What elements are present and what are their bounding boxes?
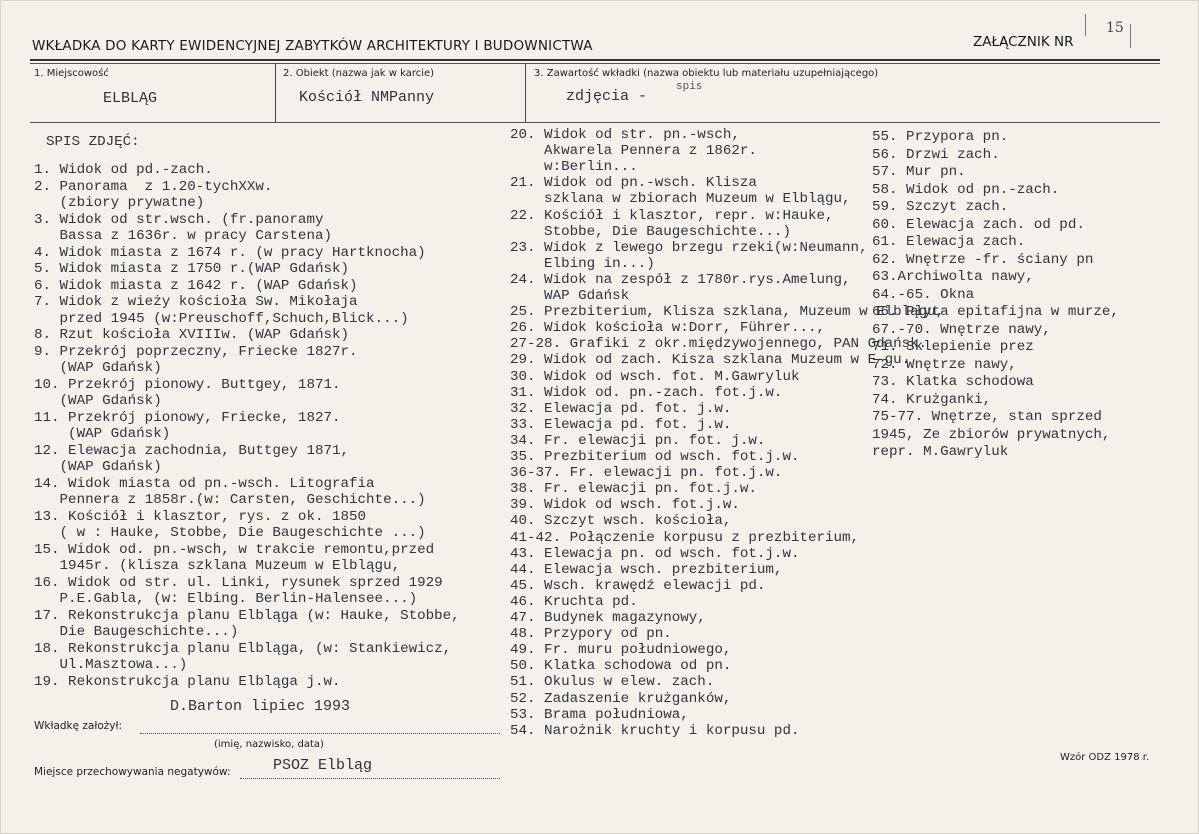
photo-list-entry: 63.Archiwolta nawy, [872,269,1034,285]
object-label: 2. Obiekt (nazwa jak w karcie) [283,68,435,79]
photo-list-entry: (zbiory prywatne) [34,195,205,211]
photo-list-entry: Stobbe, Die Baugeschichte...) [510,223,791,240]
photo-list-entry: 1945, Ze zbiorów prywatnych, [872,426,1111,443]
photo-list-entry: 34. Fr. elewacji pn. fot. j.w. [510,432,766,449]
compiled-label: Wkładkę założył: [34,720,123,732]
photo-list-entry: Bassa z 1636r. w pracy Carstena) [34,228,332,244]
photo-list-entry: (WAP Gdańsk) [34,360,162,376]
photo-list-entry: 57. Mur pn. [872,164,966,180]
photo-list-entry: przed 1945 (w:Preuschoff,Schuch,Blick...) [34,310,409,327]
photo-list-entry: 51. Okulus w elew. zach. [510,674,715,691]
photo-list-entry: 17. Rekonstrukcja planu Elbląga (w: Hauke, Stobbe, [34,607,460,624]
photo-list-entry: (WAP Gdańsk) [34,393,162,409]
photo-list-entry: 14. Widok miasta od pn.-wsch. Litografia [34,475,375,492]
photo-list-entry: 32. Elewacja pd. fot. j.w. [510,400,732,417]
pencil-mark [1130,24,1131,48]
photo-list-entry: 50. Klatka schodowa od pn. [510,658,732,675]
photo-list-entry: 35. Prezbiterium od wsch. fot.j.w. [510,449,800,465]
photo-list-entry: Pennera z 1858r.(w: Carsten, Geschichte...) [34,492,426,508]
photo-list-entry: 55. Przypora pn. [872,129,1009,145]
photo-list-entry: 29. Widok od zach. Kisza szklana Muzeum w E-gu. [510,352,911,369]
signature: D.Barton lipiec 1993 [170,698,351,715]
photo-list-entry: 1945r. (klisza szklana Muzeum w Elblągu, [34,558,401,574]
photo-list-entry: 72. Wnętrze nawy, [872,356,1017,373]
photo-list-entry: 16. Widok od str. ul. Linki, rysunek sprzed 1929 [34,574,443,591]
photo-list-entry: 48. Przypory od pn. [510,626,672,643]
photo-list-entry: P.E.Gabla, (w: Elbing. Berlin-Halensee...) [34,591,418,607]
photo-list-entry: 39. Widok od wsch. fot.j.w. [510,497,740,514]
locality-label: 1. Miejscowość [34,68,109,79]
photo-list-entry: 58. Widok od pn.-zach. [872,181,1060,198]
photo-list-entry: repr. M.Gawryluk [872,444,1009,460]
photo-list-entry: 30. Widok od wsch. fot. M.Gawryluk [510,368,800,385]
photo-list-entry: 15. Widok od. pn.-wsch, w trakcie remontu,przed [34,541,435,558]
photo-list-entry: 26. Widok kościoła w:Dorr, Führer..., [510,320,826,337]
photo-list-entry: 7. Widok z wieży kościoła Sw. Mikołaja [34,294,358,310]
photo-list-entry: 20. Widok od str. pn.-wsch, [510,127,740,143]
photo-list-entry: WAP Gdańsk [510,288,630,304]
photo-list-entry: (WAP Gdańsk) [34,426,171,442]
photo-list-entry: 54. Narożnik kruchty i korpusu pd. [510,722,800,739]
pencil-mark [1085,14,1086,36]
photo-list-entry: 75-77. Wnętrze, stan sprzed [872,409,1102,425]
photo-list-entry: 33. Elewacja pd. fot. j.w. [510,416,732,433]
photo-list-entry: Akwarela Pennera z 1862r. [510,143,757,160]
photo-list-entry: 10. Przekrój pionowy. Buttgey, 1871. [34,376,341,393]
photo-list-entry: 47. Budynek magazynowy, [510,610,706,626]
photo-list-entry: 71. Sklepienie prez [872,339,1034,355]
photo-list-entry: 9. Przekrój poprzeczny, Friecke 1827r. [34,343,358,360]
object-value: Kościół NMPanny [299,89,435,106]
contents-label: 3. Zawartość wkładki (nazwa obiektu lub materiału uzupełniającego) [534,68,879,79]
photo-list-entry: 64.-65. Okna [872,286,975,303]
photo-list-entry: 5. Widok miasta z 1750 r.(WAP Gdańsk) [34,261,350,277]
photo-list-entry: 2. Panorama z 1.20-tychXXw. [34,178,273,195]
contents-overwrite: spis [676,81,703,93]
photo-list-column-3 [872,129,1199,469]
photo-list-entry: 8. Rzut kościoła XVIIIw. (WAP Gdańsk) [34,327,350,343]
photo-list-entry: w:Berlin... [510,159,638,176]
photo-list-entry: 31. Widok od. pn.-zach. fot.j.w. [510,384,783,401]
photo-list-entry: 27-28. Grafiki z okr.międzywojennego, PAN Gdańsk. [510,336,928,353]
photo-list-entry: 36-37. Fr. elewacji pn. fot.j.w. [510,465,783,482]
photo-list-entry: 53. Brama południowa, [510,706,689,723]
field-divider [275,63,276,123]
field-bottom-rule [30,122,1160,123]
photo-list-entry: 1. Widok od pd.-zach. [34,162,213,178]
photo-list-entry: 62. Wnętrze -fr. ściany pn [872,251,1094,268]
storage-line [240,778,500,779]
photo-list-entry: 66. Płyta epitafijna w murze, [872,304,1119,320]
photo-list-entry: Elbing in...) [510,255,655,272]
photo-list-entry: 74. Krużganki, [872,391,992,408]
photo-list-entry: 22. Kościół i klasztor, repr. w:Hauke, [510,207,834,224]
photo-list-entry: 18. Rekonstrukcja planu Elbląga, (w: Stankiewicz, [34,640,452,657]
photo-list-entry: 46. Kruchta pd. [510,593,638,610]
sheet-number: 15 [1106,20,1124,36]
photo-list-entry: Die Baugeschichte...) [34,624,239,640]
storage-value: PSOZ Elbląg [273,757,373,774]
photo-list-entry: 44. Elewacja wsch. prezbiterium, [510,561,783,578]
photo-list-entry: 12. Elewacja zachodnia, Buttgey 1871, [34,442,350,459]
header-rule-thin [30,63,1160,64]
photo-list-entry: 67.-70. Wnętrze nawy, [872,321,1051,338]
form-title: WKŁADKA DO KARTY EWIDENCYJNEJ ZABYTKÓW ARCHITEKTURY I BUDOWNICTWA [32,38,593,54]
photo-list-entry: (WAP Gdańsk) [34,459,162,475]
photo-list-entry: 38. Fr. elewacji pn. fot.j.w. [510,481,757,498]
contents-value: zdjęcia - [566,88,648,105]
photo-list-entry: Ul.Masztowa...) [34,657,188,673]
compiled-line [140,733,500,734]
photo-list-entry: 73. Klatka schodowa [872,374,1034,390]
header-rule [30,59,1160,61]
photo-list-entry: ( w : Hauke, Stobbe, Die Baugeschichte ...) [34,525,426,541]
photo-list-entry: 41-42. Połączenie korpusu z prezbiterium, [510,529,860,546]
photo-list-entry: 40. Szczyt wsch. kościoła, [510,513,732,530]
photo-list-entry: 23. Widok z lewego brzegu rzeki(w:Neumann, [510,239,868,256]
photo-list-entry: 45. Wsch. krawędź elewacji pd. [510,577,766,594]
photo-list-entry: 60. Elewacja zach. od pd. [872,216,1085,233]
field-divider [525,63,526,123]
compiled-caption: (imię, nazwisko, data) [214,739,324,750]
storage-label: Miejsce przechowywania negatywów: [34,766,231,778]
photo-list-entry: 43. Elewacja pn. od wsch. fot.j.w. [510,545,800,562]
photo-list-entry: 56. Drzwi zach. [872,146,1000,163]
photo-list-entry: 11. Przekrój pionowy, Friecke, 1827. [34,409,341,426]
form-model: Wzór ODZ 1978 r. [1060,752,1150,763]
photo-list-entry: 13. Kościół i klasztor, rys. z ok. 1850 [34,508,367,525]
photo-list-entry: 61. Elewacja zach. [872,234,1026,250]
annex-label: ZAŁĄCZNIK NR [973,34,1074,50]
photo-list-heading: SPIS ZDJĘĆ: [46,134,140,150]
photo-list-entry: 52. Zadaszenie krużganków, [510,690,732,707]
photo-list-entry: 19. Rekonstrukcja planu Elbląga j.w. [34,673,341,690]
photo-list-entry: szklana w zbiorach Muzeum w Elblągu, [510,191,851,208]
photo-list-entry: 25. Prezbiterium, Klisza szklana, Muzeum w Elblągu, [510,304,945,321]
locality-value: ELBLĄG [103,90,158,107]
photo-list-entry: 4. Widok miasta z 1674 r. (w pracy Hartknocha) [34,244,426,261]
photo-list-entry: 24. Widok na zespół z 1780r.rys.Amelung, [510,271,851,288]
photo-list-entry: 21. Widok od pn.-wsch. Klisza [510,175,757,192]
photo-list-entry: 59. Szczyt zach. [872,199,1009,215]
photo-list-entry: 49. Fr. muru południowego, [510,642,732,659]
photo-list-entry: 6. Widok miasta z 1642 r. (WAP Gdańsk) [34,277,358,294]
photo-list-entry: 3. Widok od str.wsch. (fr.panoramy [34,211,324,228]
